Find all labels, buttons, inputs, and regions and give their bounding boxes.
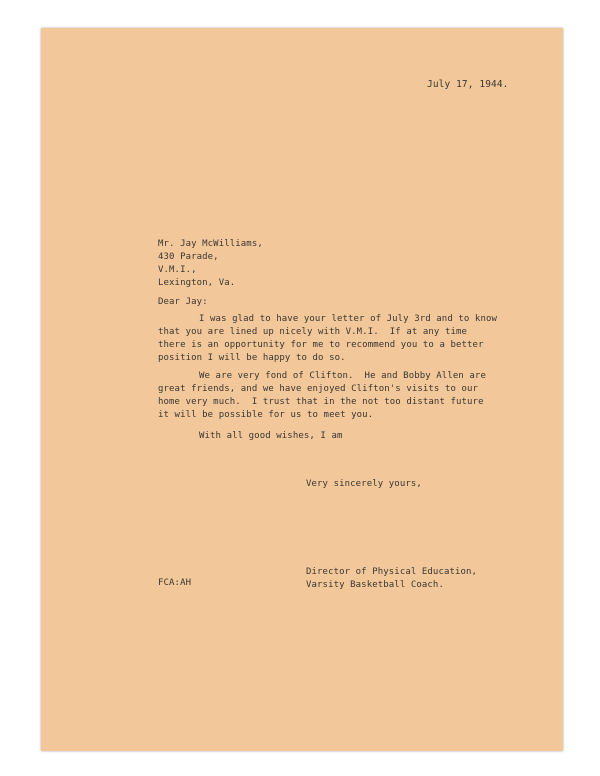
paragraph1-line1: I was glad to have your letter of July 3rd and to know — [199, 314, 497, 324]
paragraph1-line2: that you are lined up nicely with V.M.I. If at any time — [158, 327, 468, 337]
closing: Very sincerely yours, — [306, 479, 422, 489]
paragraph2-line3: home very much. I trust that in the not too distant future — [158, 397, 484, 407]
paragraph2-line2: great friends, and we have enjoyed Clifton's visits to our — [158, 384, 479, 394]
paragraph2-line1: We are very fond of Clifton. He and Bobby Allen are — [199, 371, 486, 381]
paragraph3: With all good wishes, I am — [199, 431, 343, 441]
recipient-street: 430 Parade, — [158, 252, 219, 262]
paragraph1-line3: there is an opportunity for me to recommend you to a better — [158, 340, 484, 350]
typist-initials: FCA:AH — [158, 578, 192, 588]
paragraph1-line4: position I will be happy to do so. — [158, 353, 346, 363]
paragraph2-line4: it will be possible for us to meet you. — [158, 410, 374, 420]
letter-date: July 17, 1944. — [427, 79, 509, 90]
letter-page — [41, 28, 563, 751]
signature-title-1: Director of Physical Education, — [306, 567, 478, 577]
signature-title-2: Varsity Basketball Coach. — [306, 580, 444, 590]
recipient-name: Mr. Jay McWilliams, — [158, 239, 263, 249]
salutation: Dear Jay: — [158, 297, 208, 307]
recipient-institution: V.M.I., — [158, 265, 197, 275]
recipient-city: Lexington, Va. — [158, 278, 236, 288]
